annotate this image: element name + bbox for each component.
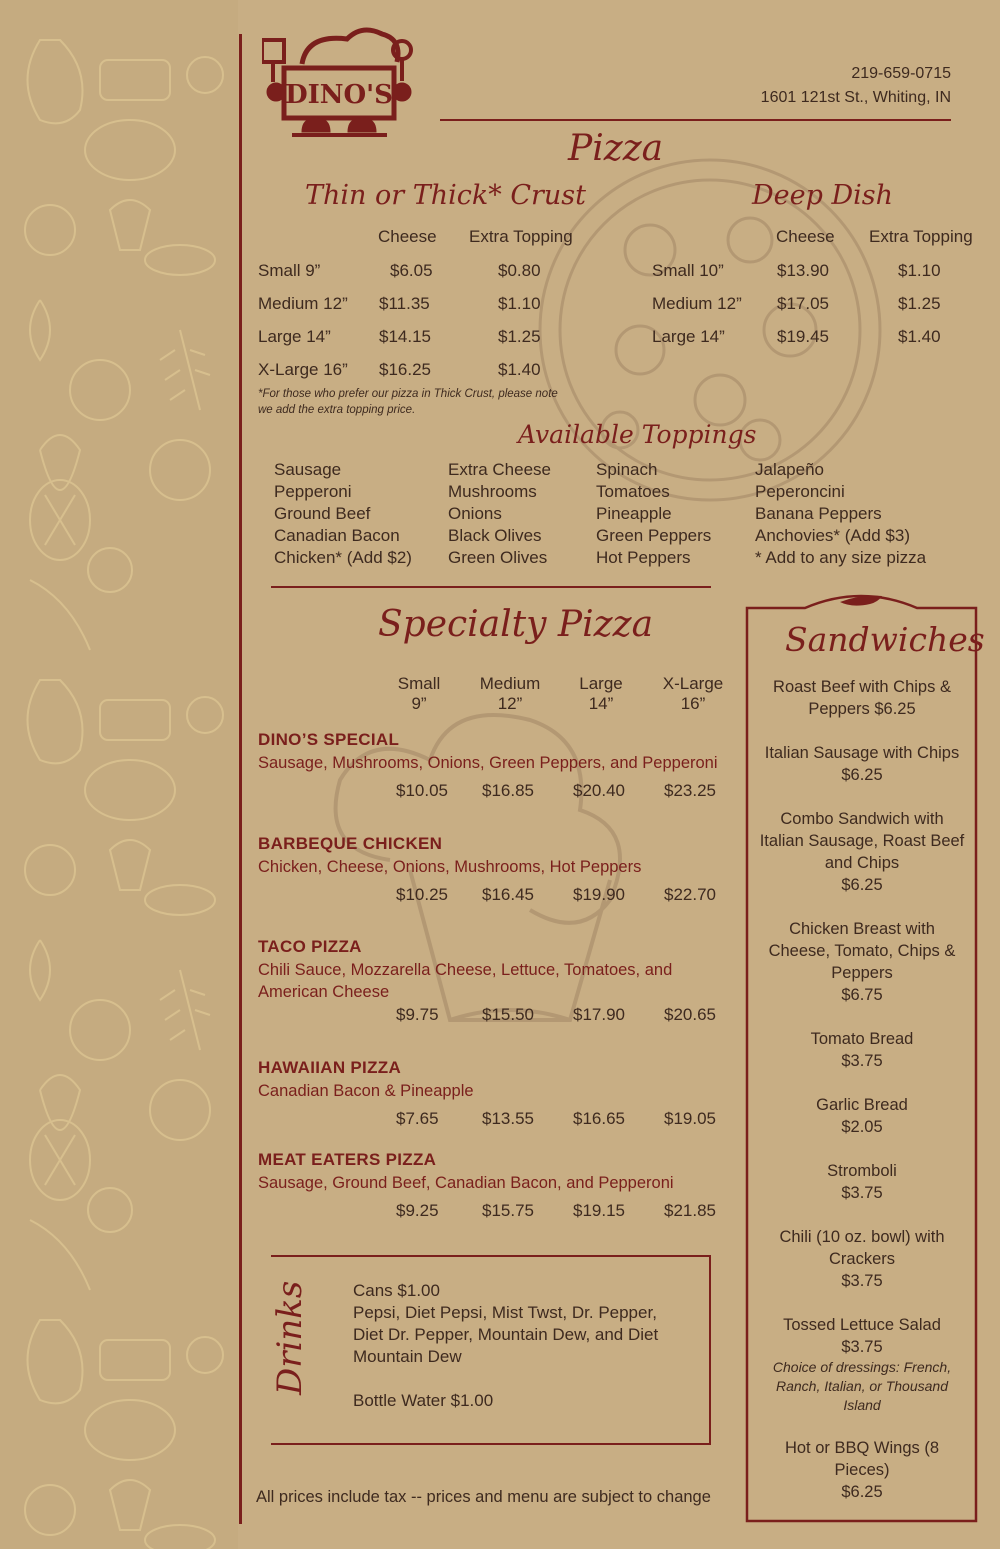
specialty-price-small: $10.25 xyxy=(396,885,448,904)
toppings-title: Available Toppings xyxy=(518,420,757,449)
specialty-title: Specialty Pizza xyxy=(378,604,654,645)
footer-disclaimer: All prices include tax -- prices and menu are subject to change xyxy=(256,1488,711,1506)
specialty-item-desc: Chili Sauce, Mozzarella Cheese, Lettuce, Tomatoes, and xyxy=(258,961,673,979)
thin-cheese-price: $16.25 xyxy=(379,360,431,379)
topping-item: Ground Beef xyxy=(274,504,371,523)
sandwiches-list xyxy=(752,676,972,1525)
sandwiches-title: Sandwiches xyxy=(785,620,985,659)
divider-header xyxy=(440,119,951,121)
specialty-price-xlarge: $19.05 xyxy=(664,1109,716,1128)
size-header-medium: Medium 12” xyxy=(479,674,541,713)
sandwich-item: Tossed Lettuce Salad $3.75 Choice of dressings: French, Ranch, Italian, or Thousand Island xyxy=(752,1314,972,1415)
specialty-price-xlarge: $21.85 xyxy=(664,1201,716,1220)
topping-item: Onions xyxy=(448,504,502,523)
topping-item: Mushrooms xyxy=(448,482,537,501)
size-header-xlarge: X-Large 16” xyxy=(662,674,724,713)
thin-size: X-Large 16” xyxy=(258,360,348,379)
specialty-price-large: $19.15 xyxy=(573,1201,625,1220)
specialty-price-xlarge: $20.65 xyxy=(664,1005,716,1024)
topping-item: Peperoncini xyxy=(755,482,845,501)
deep-topping-price: $1.25 xyxy=(898,294,941,313)
drinks-title: Drinks xyxy=(270,1280,310,1395)
drinks-line: Bottle Water $1.00 xyxy=(353,1391,494,1410)
drinks-line: Pepsi, Diet Pepsi, Mist Twst, Dr. Pepper, xyxy=(353,1303,657,1322)
specialty-item-name: BARBEQUE CHICKEN xyxy=(258,834,443,853)
sandwich-item: Chili (10 oz. bowl) with Crackers $3.75 xyxy=(779,1228,945,1290)
pizza-title: Pizza xyxy=(568,128,664,169)
topping-item: Anchovies* (Add $3) xyxy=(755,526,910,545)
topping-item: Black Olives xyxy=(448,526,542,545)
specialty-price-small: $9.25 xyxy=(396,1201,439,1220)
topping-item: Banana Peppers xyxy=(755,504,882,523)
specialty-item-name: MEAT EATERS PIZZA xyxy=(258,1150,437,1169)
toppings-column-3 xyxy=(596,459,711,569)
sandwich-item: Stromboli $3.75 xyxy=(827,1162,897,1202)
topping-item: Canadian Bacon xyxy=(274,526,400,545)
deep-size: Medium 12” xyxy=(652,294,742,313)
specialty-price-small: $9.75 xyxy=(396,1005,439,1024)
deep-cheese-price: $17.05 xyxy=(777,294,829,313)
topping-item: Pineapple xyxy=(596,504,672,523)
sandwich-item: Garlic Bread $2.05 xyxy=(816,1096,908,1136)
thin-crust-title: Thin or Thick* Crust xyxy=(305,180,587,211)
topping-item: Spinach xyxy=(596,460,658,479)
toppings-column-1 xyxy=(274,459,412,569)
thin-size: Large 14” xyxy=(258,327,331,346)
toppings-column-4 xyxy=(755,459,926,569)
drinks-line: Diet Dr. Pepper, Mountain Dew, and Diet xyxy=(353,1325,659,1344)
thin-topping-price: $1.10 xyxy=(498,294,541,313)
topping-item: * Add to any size pizza xyxy=(755,548,927,567)
deep-dish-title: Deep Dish xyxy=(752,180,893,211)
drinks-line xyxy=(353,1368,658,1390)
divider-toppings xyxy=(271,586,711,588)
sandwich-item: Tomato Bread $3.75 xyxy=(810,1030,914,1070)
thin-cheese-price: $11.35 xyxy=(379,294,430,313)
thin-topping-price: $1.25 xyxy=(498,327,541,346)
deep-cheese-price: $19.45 xyxy=(777,327,829,346)
contact-info xyxy=(761,62,951,110)
specialty-price-large: $19.90 xyxy=(573,885,625,904)
thin-cheese-header: Cheese xyxy=(378,227,437,246)
topping-item: Green Olives xyxy=(448,548,548,567)
specialty-price-medium: $16.85 xyxy=(482,781,534,800)
food-sketch-icon xyxy=(0,0,238,1549)
specialty-price-xlarge: $23.25 xyxy=(664,781,716,800)
thick-crust-note: *For those who prefer our pizza in Thick Crust, please note we add the extra topping price. xyxy=(258,388,558,416)
drinks-line: Mountain Dew xyxy=(353,1347,462,1366)
sandwich-item: Combo Sandwich with Italian Sausage, Roast Beef and Chips $6.25 xyxy=(759,810,965,894)
specialty-item-name: HAWAIIAN PIZZA xyxy=(258,1058,402,1077)
specialty-item-desc: Chicken, Cheese, Onions, Mushrooms, Hot Peppers xyxy=(258,858,642,876)
specialty-item-desc: Canadian Bacon & Pineapple xyxy=(258,1082,474,1100)
thin-cheese-price: $6.05 xyxy=(390,261,433,280)
specialty-price-large: $16.65 xyxy=(573,1109,625,1128)
specialty-item-desc: Sausage, Ground Beef, Canadian Bacon, and Pepperoni xyxy=(258,1174,674,1192)
phone-number: 219-659-0715 xyxy=(851,65,951,82)
deep-cheese-header: Cheese xyxy=(776,227,835,246)
thin-size: Medium 12” xyxy=(258,294,348,313)
specialty-price-small: $7.65 xyxy=(396,1109,439,1128)
size-header-large: Large 14” xyxy=(579,674,623,713)
deep-size: Small 10” xyxy=(652,261,724,280)
address: 1601 121st St., Whiting, IN xyxy=(760,89,951,106)
drinks-list xyxy=(353,1280,658,1412)
size-header-small: Small 9” xyxy=(397,674,441,713)
sandwich-item: Chicken Breast with Cheese, Tomato, Chips & Peppers $6.75 xyxy=(768,920,956,1004)
deep-topping-header: Extra Topping xyxy=(869,227,973,246)
topping-item: Jalapeño xyxy=(755,460,825,479)
dressing-note: Choice of dressings: French, Ranch, Italian, or Thousand Island xyxy=(772,1359,952,1413)
deep-topping-price: $1.10 xyxy=(898,261,941,280)
sandwich-item: Roast Beef with Chips & Peppers $6.25 xyxy=(773,678,951,718)
specialty-price-medium: $13.55 xyxy=(482,1109,534,1128)
deep-cheese-price: $13.90 xyxy=(777,261,829,280)
topping-item: Extra Cheese xyxy=(448,460,551,479)
sandwich-item: Hot or BBQ Wings (8 Pieces) $6.25 xyxy=(784,1439,940,1501)
thin-cheese-price: $14.15 xyxy=(379,327,431,346)
deep-topping-price: $1.40 xyxy=(898,327,941,346)
specialty-item-desc: American Cheese xyxy=(258,983,390,1001)
thin-topping-header: Extra Topping xyxy=(469,227,573,246)
divider-vertical xyxy=(239,34,242,1524)
specialty-price-medium: $16.45 xyxy=(482,885,534,904)
svg-text:DINO'S: DINO'S xyxy=(285,80,393,110)
dinos-logo xyxy=(262,22,417,148)
specialty-price-medium: $15.75 xyxy=(482,1201,534,1220)
specialty-price-small: $10.05 xyxy=(396,781,448,800)
specialty-price-medium: $15.50 xyxy=(482,1005,534,1024)
specialty-price-large: $17.90 xyxy=(573,1005,625,1024)
specialty-item-name: DINO’S SPECIAL xyxy=(258,730,400,749)
specialty-item-desc: Sausage, Mushrooms, Onions, Green Peppers, and Pepperoni xyxy=(258,754,718,772)
topping-item: Chicken* (Add $2) xyxy=(274,548,412,567)
topping-item: Sausage xyxy=(274,460,342,479)
specialty-item-name: TACO PIZZA xyxy=(258,937,362,956)
thin-size: Small 9” xyxy=(258,261,321,280)
sandwich-item: Italian Sausage with Chips $6.25 xyxy=(764,744,960,784)
topping-item: Green Peppers xyxy=(596,526,712,545)
topping-item: Pepperoni xyxy=(274,482,352,501)
decorative-food-pattern xyxy=(0,0,238,1549)
deep-size: Large 14” xyxy=(652,327,725,346)
topping-item: Tomatoes xyxy=(596,482,670,501)
thin-topping-price: $1.40 xyxy=(498,360,541,379)
specialty-price-large: $20.40 xyxy=(573,781,625,800)
specialty-price-xlarge: $22.70 xyxy=(664,885,716,904)
drinks-line: Cans $1.00 xyxy=(353,1281,440,1300)
thin-topping-price: $0.80 xyxy=(498,261,541,280)
toppings-column-2 xyxy=(448,459,551,569)
topping-item: Hot Peppers xyxy=(596,548,691,567)
